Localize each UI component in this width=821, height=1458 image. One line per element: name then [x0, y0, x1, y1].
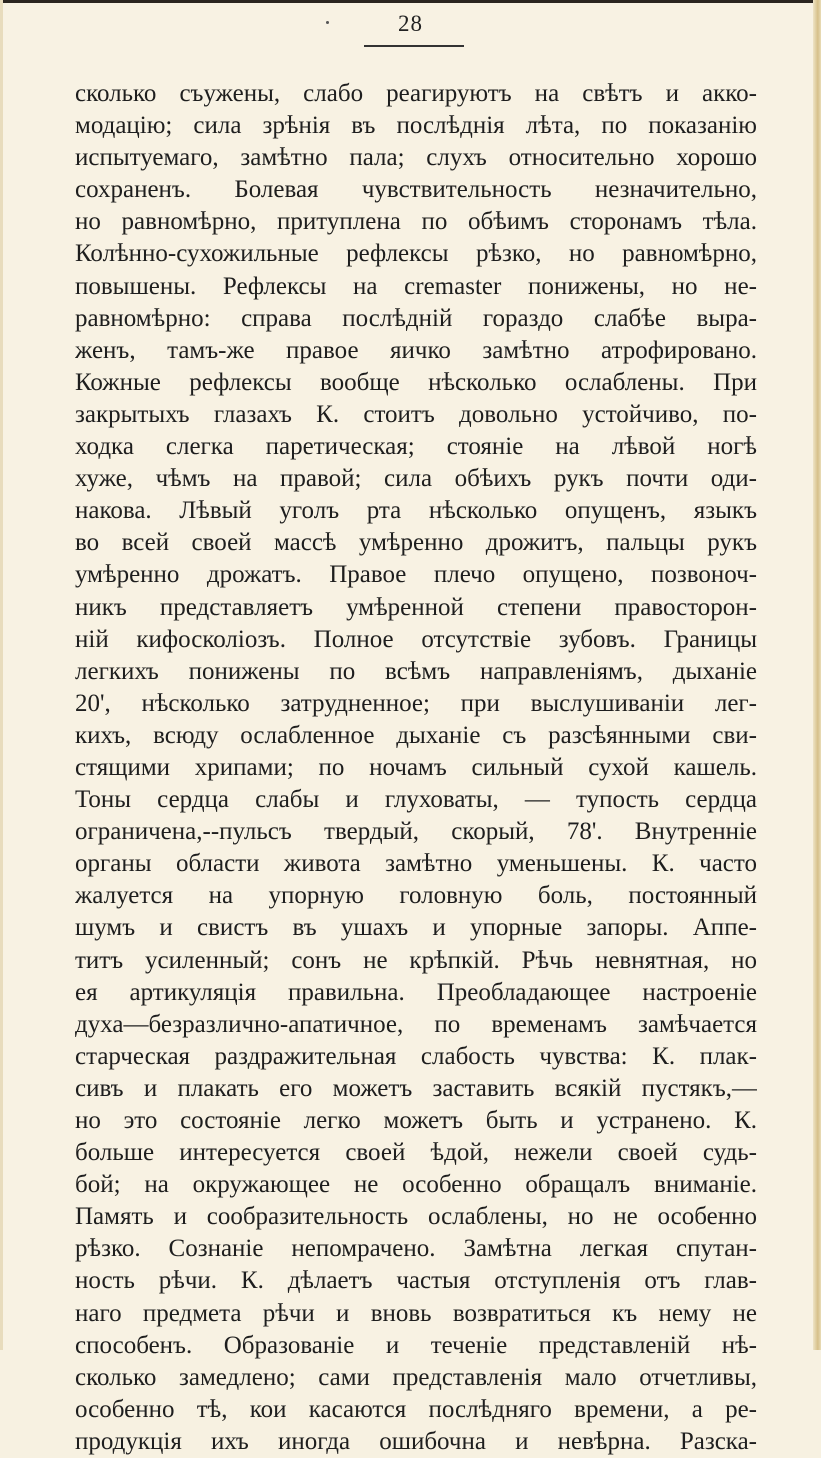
text-line: никъ представляетъ умѣренной степени правосторон-: [75, 593, 757, 621]
page-top-edge: [0, 0, 821, 3]
text-line: легкихъ понижены по всѣмъ направленіямъ, дыханіе: [75, 657, 757, 685]
text-line: титъ усиленный; сонъ не крѣпкій. Рѣчь невнятная, но: [75, 946, 757, 974]
text-line: во всей своей массѣ умѣренно дрожитъ, пальцы рукъ: [75, 529, 757, 557]
text-line: ность рѣчи. К. дѣлаетъ частыя отступленія отъ глав-: [75, 1267, 757, 1295]
text-line: женъ, тамъ-же правое яичко замѣтно атрофировано.: [75, 336, 757, 364]
body-text: [75, 78, 757, 1458]
text-line: сивъ и плакать его можетъ заставить всякій пустякъ,—: [75, 1074, 757, 1102]
text-line: но равномѣрно, притуплена по обѣимъ сторонамъ тѣла.: [75, 208, 757, 236]
text-line: рѣзко. Сознаніе непомрачено. Замѣтна легкая спутан-: [75, 1235, 757, 1263]
text-line: умѣренно дрожатъ. Правое плечо опущено, позвоноч-: [75, 561, 757, 589]
text-line: Память и сообразительность ослаблены, но не особенно: [75, 1203, 757, 1231]
text-line: ограничена,--пульсъ твердый, скорый, 78'. Внутренніе: [75, 818, 757, 846]
text-line: равномѣрно: справа послѣдній гораздо слабѣе выра-: [75, 304, 757, 332]
text-line: сколько замедлено; сами представленія мало отчетливы,: [75, 1363, 757, 1391]
text-line: особенно тѣ, кои касаются послѣдняго времени, а ре-: [75, 1395, 757, 1423]
page-left-edge: [0, 0, 3, 1350]
text-line: сохраненъ. Болевая чувствительность незначительно,: [75, 176, 757, 204]
text-line: 20', нѣсколько затрудненное; при выслушиваніи лег-: [75, 689, 757, 717]
text-line: модацію; сила зрѣнія въ послѣднія лѣта, по показанію: [75, 112, 757, 140]
text-line: испытуемаго, замѣтно пала; слухъ относительно хорошо: [75, 144, 757, 172]
text-line: больше интересуется своей ѣдой, нежели своей судь-: [75, 1139, 757, 1167]
text-line: стящими хрипами; по ночамъ сильный сухой кашель.: [75, 753, 757, 781]
text-line: ходка слегка паретическая; стояніе на лѣвой ногѣ: [75, 433, 757, 461]
text-line: наго предмета рѣчи и вновь возвратиться къ нему не: [75, 1299, 757, 1327]
text-line: но это состояніе легко можетъ быть и устранено. К.: [75, 1107, 757, 1134]
text-line: Колѣнно-сухожильные рефлексы рѣзко, но равномѣрно,: [75, 240, 757, 268]
text-line: продукція ихъ иногда ошибочна и невѣрна. Разска-: [75, 1427, 757, 1455]
page-number: 28: [398, 11, 423, 36]
text-line: сколько съужены, слабо реагируютъ на свѣтъ и акко-: [75, 80, 757, 107]
text-line: старческая раздражительная слабость чувства: К. плак-: [75, 1042, 757, 1070]
text-line: бой; на окружающее не особенно обращалъ вниманіе.: [75, 1171, 757, 1199]
text-line: накова. Лѣвый уголъ рта нѣсколько опущенъ, языкъ: [75, 497, 757, 525]
text-line: ній кифосколіозъ. Полное отсутствіе зубовъ. Границы: [75, 625, 757, 653]
text-line: ея артикуляція правильна. Преобладающее настроеніе: [75, 978, 757, 1006]
text-line: Кожные рефлексы вообще нѣсколько ослаблены. При: [75, 368, 757, 396]
text-line: способенъ. Образованіе и теченіе представленій нѣ-: [75, 1331, 757, 1359]
text-line: кихъ, всюду ослабленное дыханіе съ разсѣянными сви-: [75, 721, 757, 749]
header-rule: [364, 45, 464, 47]
page-binding-edge: [813, 0, 821, 1350]
text-line: Тоны сердца слабы и глуховаты, — тупость сердца: [75, 786, 757, 814]
text-line: духа—безразлично-апатичное, по временамъ замѣчается: [75, 1010, 757, 1038]
text-line: закрытыхъ глазахъ К. стоитъ довольно устойчиво, по-: [75, 400, 757, 428]
text-line: жалуется на упорную головную боль, постоянный: [75, 882, 757, 910]
text-line: хуже, чѣмъ на правой; сила обѣихъ рукъ почти оди-: [75, 465, 757, 493]
text-line: шумъ и свистъ въ ушахъ и упорные запоры. Аппе-: [75, 914, 757, 942]
text-line: органы области живота замѣтно уменьшены. К. часто: [75, 850, 757, 878]
text-line: повышены. Рефлексы на cremaster понижены, но не-: [75, 272, 757, 300]
